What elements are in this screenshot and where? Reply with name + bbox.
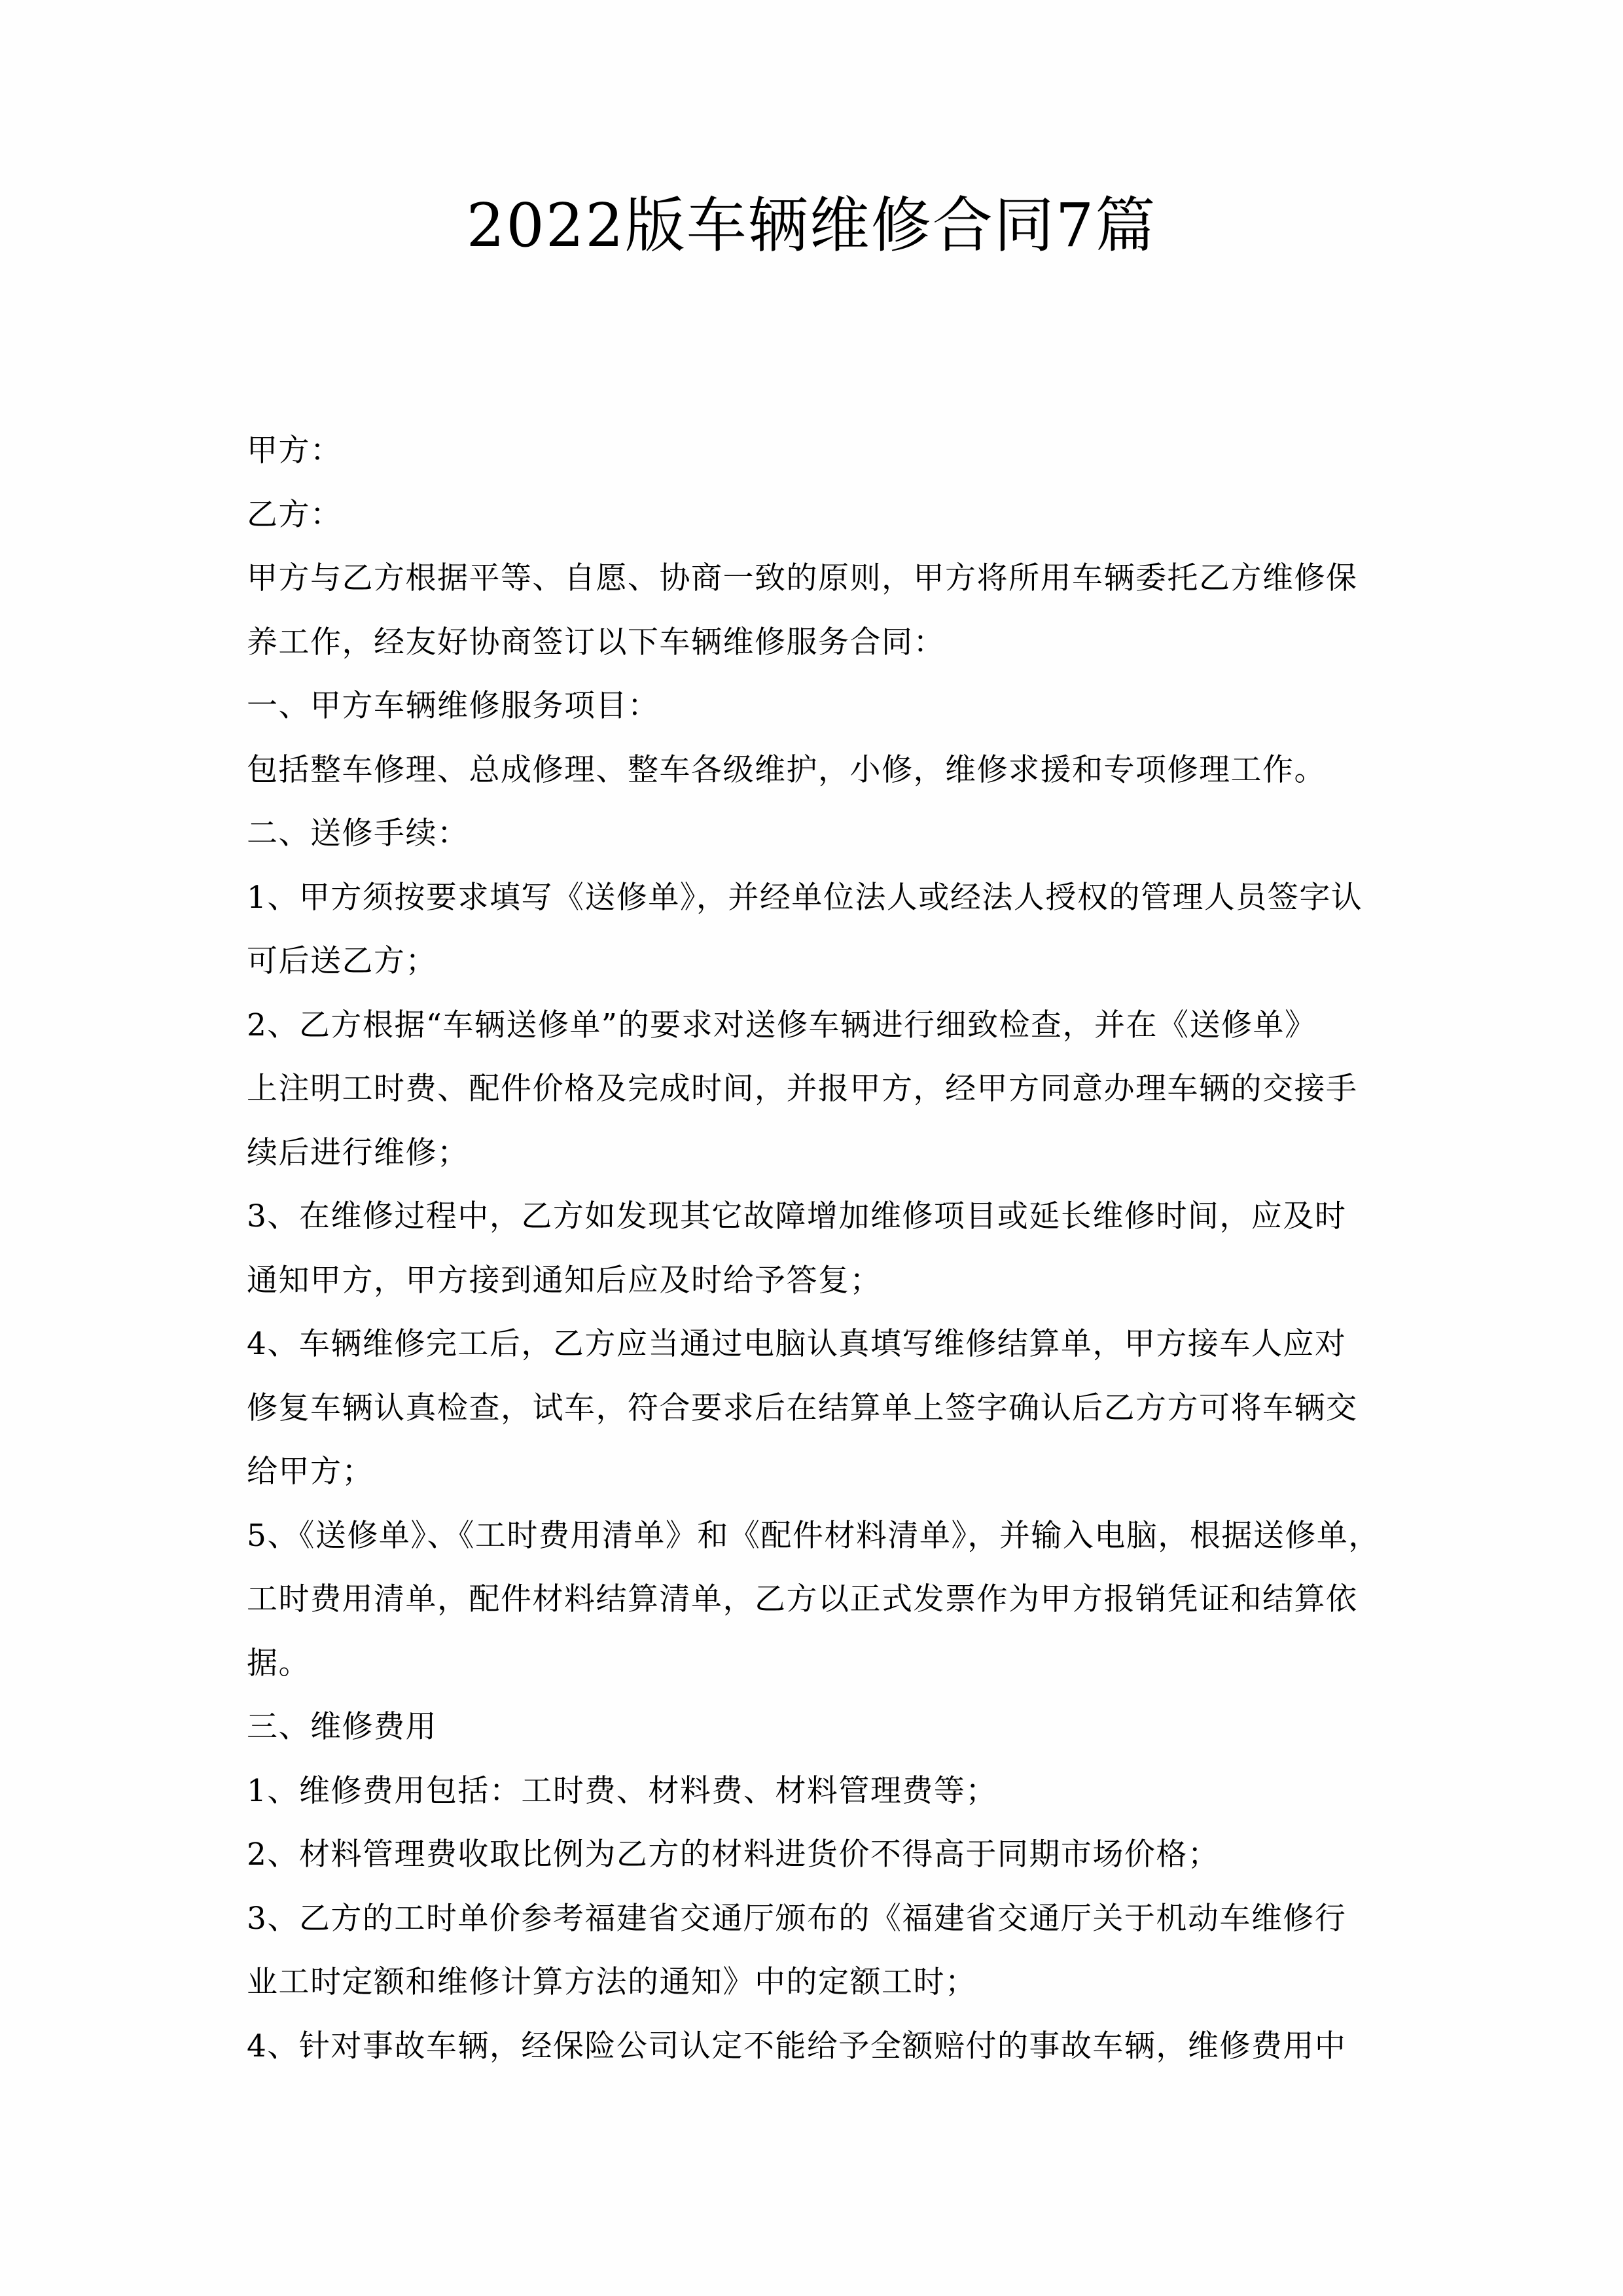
paragraph-line: 包括整车修理、总成修理、整车各级维护，小修，维修求援和专项修理工作。 [247, 751, 1326, 788]
section-heading-2: 二、送修手续： [247, 816, 469, 852]
clause-line: 工时费用清单，配件材料结算清单，乙方以正式发票作为甲方报销凭证和结算依 [247, 1581, 1358, 1617]
clause-line: 2、材料管理费收取比例为乙方的材料进货价不得高于同期市场价格； [247, 1837, 1220, 1873]
clause-line: 续后进行维修； [247, 1134, 469, 1171]
clause-line: 4、车辆维修完工后，乙方应当通过电脑认真填写维修结算单，甲方接车人应对 [247, 1326, 1347, 1362]
clause-line: 3、在维修过程中，乙方如发现其它故障增加维修项目或延长维修时间，应及时 [247, 1198, 1347, 1234]
clause-line: 可后送乙方； [247, 943, 437, 979]
clause-line: 业工时定额和维修计算方法的通知》中的定额工时； [247, 1964, 977, 2000]
clause-line: 5、《送修单》、《工时费用清单》和《配件材料清单》，并输入电脑，根据送修单， [247, 1517, 1380, 1554]
party-b-label: 乙方： [247, 496, 342, 533]
clause-line: 给甲方； [247, 1454, 374, 1490]
document-body [247, 419, 1399, 2078]
clause-line: 3、乙方的工时单价参考福建省交通厅颁布的《福建省交通厅关于机动车维修行 [247, 1900, 1347, 1937]
clause-line: 1、维修费用包括：工时费、材料费、材料管理费等； [247, 1772, 997, 1809]
clause-line: 据。 [247, 1645, 310, 1681]
party-a-label: 甲方： [247, 433, 342, 469]
clause-line: 2、乙方根据“车辆送修单”的要求对送修车辆进行细致检查，并在《送修单》 [247, 1007, 1317, 1043]
preamble-line: 养工作，经友好协商签订以下车辆维修服务合同： [247, 624, 945, 660]
section-heading-1: 一、甲方车辆维修服务项目： [247, 688, 660, 724]
clause-line: 修复车辆认真检查，试车，符合要求后在结算单上签字确认后乙方方可将车辆交 [247, 1390, 1358, 1426]
clause-line: 1、甲方须按要求填写《送修单》，并经单位法人或经法人授权的管理人员签字认 [247, 879, 1363, 916]
preamble-line: 甲方与乙方根据平等、自愿、协商一致的原则，甲方将所用车辆委托乙方维修保 [247, 560, 1358, 596]
document-title: 2022版车辆维修合同7篇 [466, 190, 1157, 260]
clause-line: 通知甲方，甲方接到通知后应及时给予答复； [247, 1262, 882, 1299]
clause-line: 上注明工时费、配件价格及完成时间，并报甲方，经甲方同意办理车辆的交接手 [247, 1071, 1358, 1107]
section-heading-3: 三、维修费用 [247, 1709, 437, 1745]
clause-line: 4、针对事故车辆，经保险公司认定不能给予全额赔付的事故车辆，维修费用中 [247, 2028, 1347, 2064]
